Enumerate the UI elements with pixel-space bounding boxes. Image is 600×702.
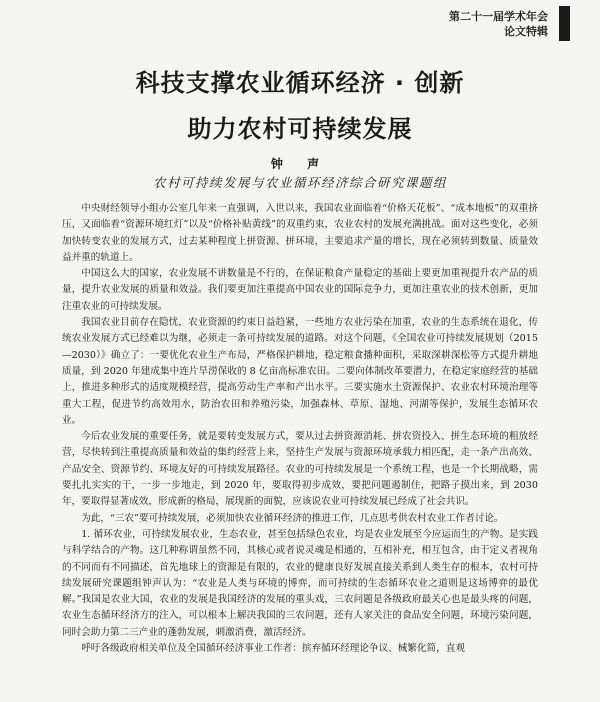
header-marker-bar — [559, 6, 570, 41]
section-label: 论文特辑 — [504, 25, 548, 38]
paragraph: 今后农业发展的重要任务，就是要转变发展方式，要从过去拼资源消耗、拼农资投入、拼生态环境的粗放经营，尽快转到注重提高质量和效益的集约经营上来，坚持生产发展与资源环境承载力相匹配，走一条产出高效、产品安全、资源节约、环境友好的可持续发展路径。农业的可持续发展是一个系统工程，也是一个长期战略，需要扎扎实实的干，一步一步地走，到 2020 年，要取得初步成效，要把问题遏制住，把路子摸出来，到 2030 年，要取得显著成效，形成新的格局，展现新的面貌，应该说农业可持续发展已经成了社会共识。 — [62, 431, 538, 508]
paragraph: 呼吁各级政府相关单位及全国循环经济事业工作者：摈弃循环经理论争议、械繁化简，直观 — [81, 643, 465, 655]
title-line-2: 助力农村可持续发展 — [187, 115, 413, 143]
paragraph: 我国农业目前存在隐忧，农业资源的约束日益趋紧，一些地方农业污染在加重，农业的生态系统在退化，传统农业发展方式已经难以为继，必须走一条可持续发展的道路。对这个问题，《全国农业可持续发展规划（2015—2030）》确立了：一要优化农业生产布局，严格保护耕地，稳定粮食播种面积，采取深耕深松等方式提升耕地质量，到 2020 年建成集中连片旱涝保收的 8 亿亩高标准农田。二要向体制改革要潜力，在稳定家庭经营的基础上，推进多种形式的适度规模经营，提高劳动生产率和产出水平。三要实施水土资源保护、农业农村环境治理等重大工程，促进节约高效用水，防治农田和养殖污染，加强森林、草原、湿地、河湖等保护，发展生态循环农业。 — [62, 317, 538, 426]
journal-header — [449, 9, 548, 39]
paragraph: 中国这么大的国家，农业发展不讲数量是不行的，在保证粮食产量稳定的基础上要更加重视提升农产品的质量，提升农业发展的质量和效益。我们要更加注重提高中国农业的国际竞争力，更加注重农业的技术创新，更加注重农业的可持续发展。 — [62, 268, 538, 312]
author-affiliation: 农村可持续发展与农业循环经济综合研究课题组 — [152, 175, 447, 190]
paragraph: 中央财经领导小组办公室几年来一直强调，入世以来，我国农业面临着“价格天花板”、“成本地板”的双重挤压，又面临着“资源环境红灯”以及“价格补贴黄线”的双重约束，农业农村的发展充满挑战。面对这些变化，必须加快转变农业的发展方式，过去某种程度上拼资源、拼环境，主要追求产量的增长，现在必须转到数量、质量效益并重的轨道上。 — [62, 203, 538, 263]
conference-label: 第二十一届学术年会 — [449, 10, 548, 23]
article-title — [0, 60, 600, 152]
paragraph: 为此，“三农”要可持续发展，必须加快农业循环经济的推进工作，几点思考供农村农业工作者讨论。 — [81, 512, 504, 524]
author-name: 钟 声 — [270, 157, 330, 171]
article-body — [62, 201, 538, 657]
title-line-1: 科技支撑农业循环经济 · 创新 — [135, 69, 465, 97]
paragraph: 1. 循环农业，可持续发展农业，生态农业，甚至包括绿色农业，均是农业发展至今应运而生的产物。是实践与科学结合的产物。这几种称谓虽然不同，其核心或者说灵魂是相通的，互相补充，相互包含，由于定义者视角的不同而有不同描述，首先地球上的资源是有限的，农业的健康良好发展直接关系到人类生存的根本，农村可持续发展研究课题组钟声认为：“农业是人类与环境的博弈，而可持续的生态循环农业之道则是这场博弈的最优解。”我国是农业大国，农业的发展是我国经济的发展的重头戏，三农问题是各级政府最关心也是最头疼的问题，农业生态循环经济方的注入，可以根本上解决我国的三农问题，还有人家关注的食品安全问题，环境污染问题，同时会助力第二三产业的蓬勃发展，刺激消费，激活经济。 — [62, 528, 538, 638]
